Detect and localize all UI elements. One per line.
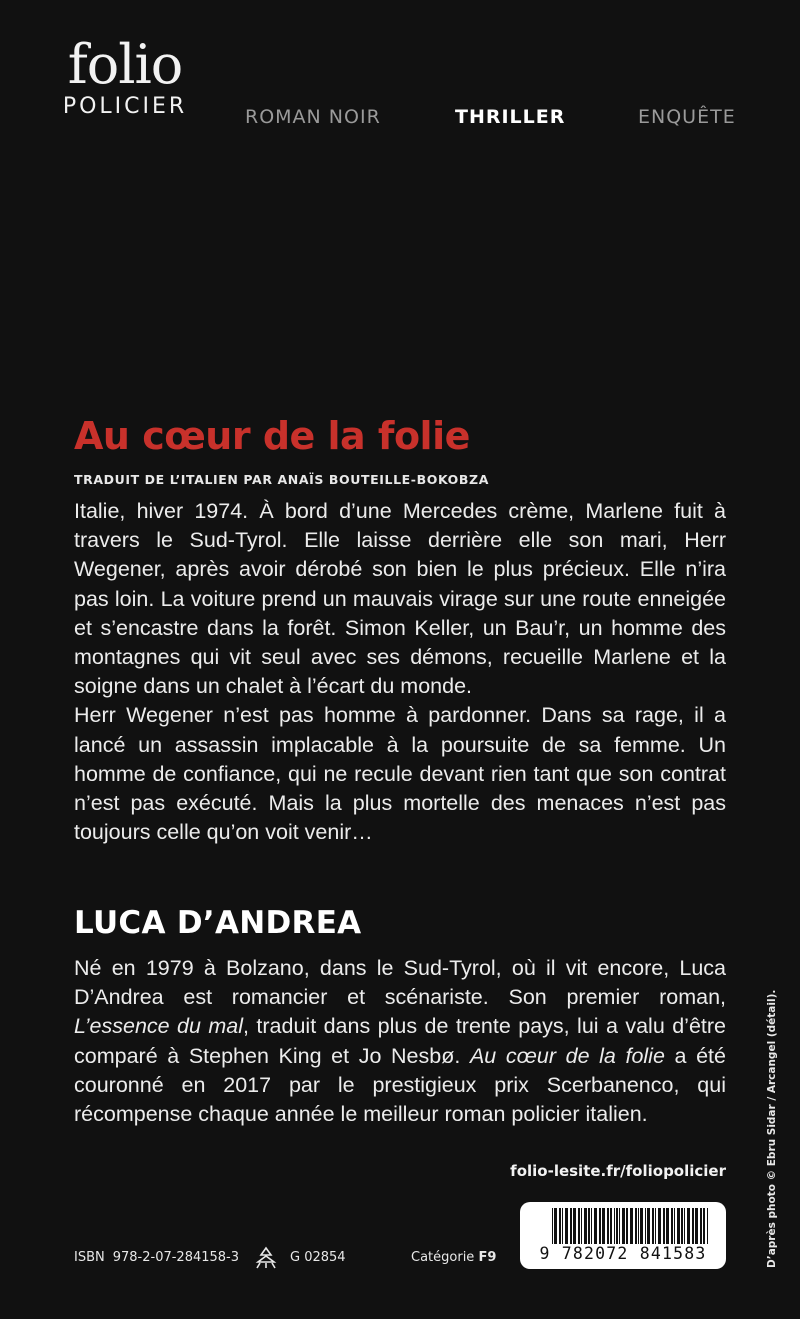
barcode-bar (640, 1208, 643, 1244)
category (411, 1250, 496, 1265)
bio-work-title: Au cœur de la folie (469, 1043, 665, 1068)
barcode-bar (602, 1208, 605, 1244)
gallimard-emblem-icon (254, 1246, 278, 1270)
bio-text: a été couronné en 2017 par le prestigieux prix Scerbanenco, qui récompense chaque année le meilleur roman policier italien. (74, 1043, 726, 1127)
barcode-bar (703, 1208, 705, 1244)
barcode-bar (610, 1208, 612, 1244)
website-url: folio-lesite.fr/foliopolicier (510, 1162, 726, 1180)
barcode-bar (565, 1208, 568, 1244)
barcode-bar (692, 1208, 694, 1244)
barcode-bar (674, 1208, 675, 1244)
author-bio (74, 954, 726, 1129)
barcode-bar (684, 1208, 685, 1244)
barcode-bar (581, 1208, 582, 1244)
barcode-digits: 9 782072 841583 (539, 1244, 707, 1263)
barcode-bar (573, 1208, 576, 1244)
barcode-bar (584, 1208, 587, 1244)
isbn-number: 978-2-07-284158-3 (112, 1250, 240, 1265)
bio-text: Né en 1979 à Bolzano, dans le Sud-Tyrol, où il vit encore, Luca D’Andrea est romancier et scénariste. Son premier roman, (74, 956, 726, 1010)
synopsis (74, 497, 726, 847)
genre-enquete: ENQUÊTE (638, 106, 736, 128)
barcode-bar (619, 1208, 620, 1244)
folio-wordmark: folio (67, 33, 183, 96)
barcode-bar (652, 1208, 654, 1244)
barcode-bar (663, 1208, 665, 1244)
barcode-bar (591, 1208, 592, 1244)
bio-work-title: L’essence du mal (74, 1014, 244, 1039)
barcode-bar (626, 1208, 628, 1244)
author-name: LUCA D’ANDREA (74, 905, 362, 941)
barcode-bar (552, 1208, 553, 1244)
barcode-bar (578, 1208, 580, 1244)
barcode-bar (638, 1208, 639, 1244)
translator-credit: TRADUIT DE L’ITALIEN PAR ANAÏS BOUTEILLE-BOKOBZA (74, 472, 489, 487)
bio-text: , traduit dans plus de trente pays, lui a valu d’être comparé à Stephen King et Jo Nesbø. (74, 1014, 726, 1068)
barcode-bar (635, 1208, 637, 1244)
isbn-label: ISBN (74, 1250, 105, 1265)
barcode-bar (570, 1208, 572, 1244)
barcode-bar (554, 1208, 557, 1244)
barcode-bar (599, 1208, 601, 1244)
g-code: G 02854 (290, 1250, 346, 1265)
synopsis-paragraph: Italie, hiver 1974. À bord d’une Mercedes crème, Marlene fuit à travers le Sud-Tyrol. Elle laisse derrière elle son mari, Herr Wegener, après avoir dérobé son bien le plus précieux. Elle n’ira pas loin. La voiture prend un mauvais virage sur une route enneigée et s’encastre dans la forêt. Simon Keller, un Bau’r, un homme des montagnes qui vit seul avec ses démons, recueille Marlene et la soigne dans un chalet à l’écart du monde. (74, 499, 726, 699)
genre-thriller: THRILLER (455, 106, 566, 128)
barcode-bar (588, 1208, 590, 1244)
barcode-bars (552, 1208, 712, 1244)
barcode-bar (559, 1208, 561, 1244)
barcode-bar (700, 1208, 702, 1244)
barcode-bar (671, 1208, 673, 1244)
isbn (74, 1250, 239, 1265)
barcode-bar (647, 1208, 650, 1244)
barcode-bar (677, 1208, 680, 1244)
barcode-bar (607, 1208, 609, 1244)
barcode-bar (594, 1208, 597, 1244)
book-title: Au cœur de la folie (74, 414, 470, 458)
barcode-bar (645, 1208, 646, 1244)
genre-labels (0, 106, 800, 130)
photo-credit: D’après photo © Ebru Sidar / Arcangel (détail). (766, 989, 778, 1268)
barcode-bar (616, 1208, 618, 1244)
barcode-bar (622, 1208, 625, 1244)
category-code: F9 (478, 1250, 497, 1265)
photo-credit-container (764, 989, 780, 1268)
barcode-bar (614, 1208, 615, 1244)
barcode-bar (630, 1208, 633, 1244)
barcode-bar (707, 1208, 708, 1244)
barcode (520, 1202, 726, 1269)
collection-name: POLICIER (62, 94, 188, 119)
barcode-bar (666, 1208, 669, 1244)
barcode-bar (658, 1208, 661, 1244)
synopsis-paragraph: Herr Wegener n’est pas homme à pardonner. Dans sa rage, il a lancé un assassin implacable à la poursuite de sa femme. Un homme de confiance, qui ne recule devant rien tant que son contrat n’est pas exécuté. Mais la plus mortelle des menaces n’est pas toujours celle qu’on voit venir… (74, 703, 726, 845)
genre-roman-noir: ROMAN NOIR (245, 106, 381, 128)
barcode-bar (687, 1208, 690, 1244)
barcode-bar (655, 1208, 656, 1244)
category-label: Catégorie (411, 1250, 475, 1265)
barcode-bar (681, 1208, 683, 1244)
barcode-bar (695, 1208, 698, 1244)
barcode-bar (562, 1208, 563, 1244)
